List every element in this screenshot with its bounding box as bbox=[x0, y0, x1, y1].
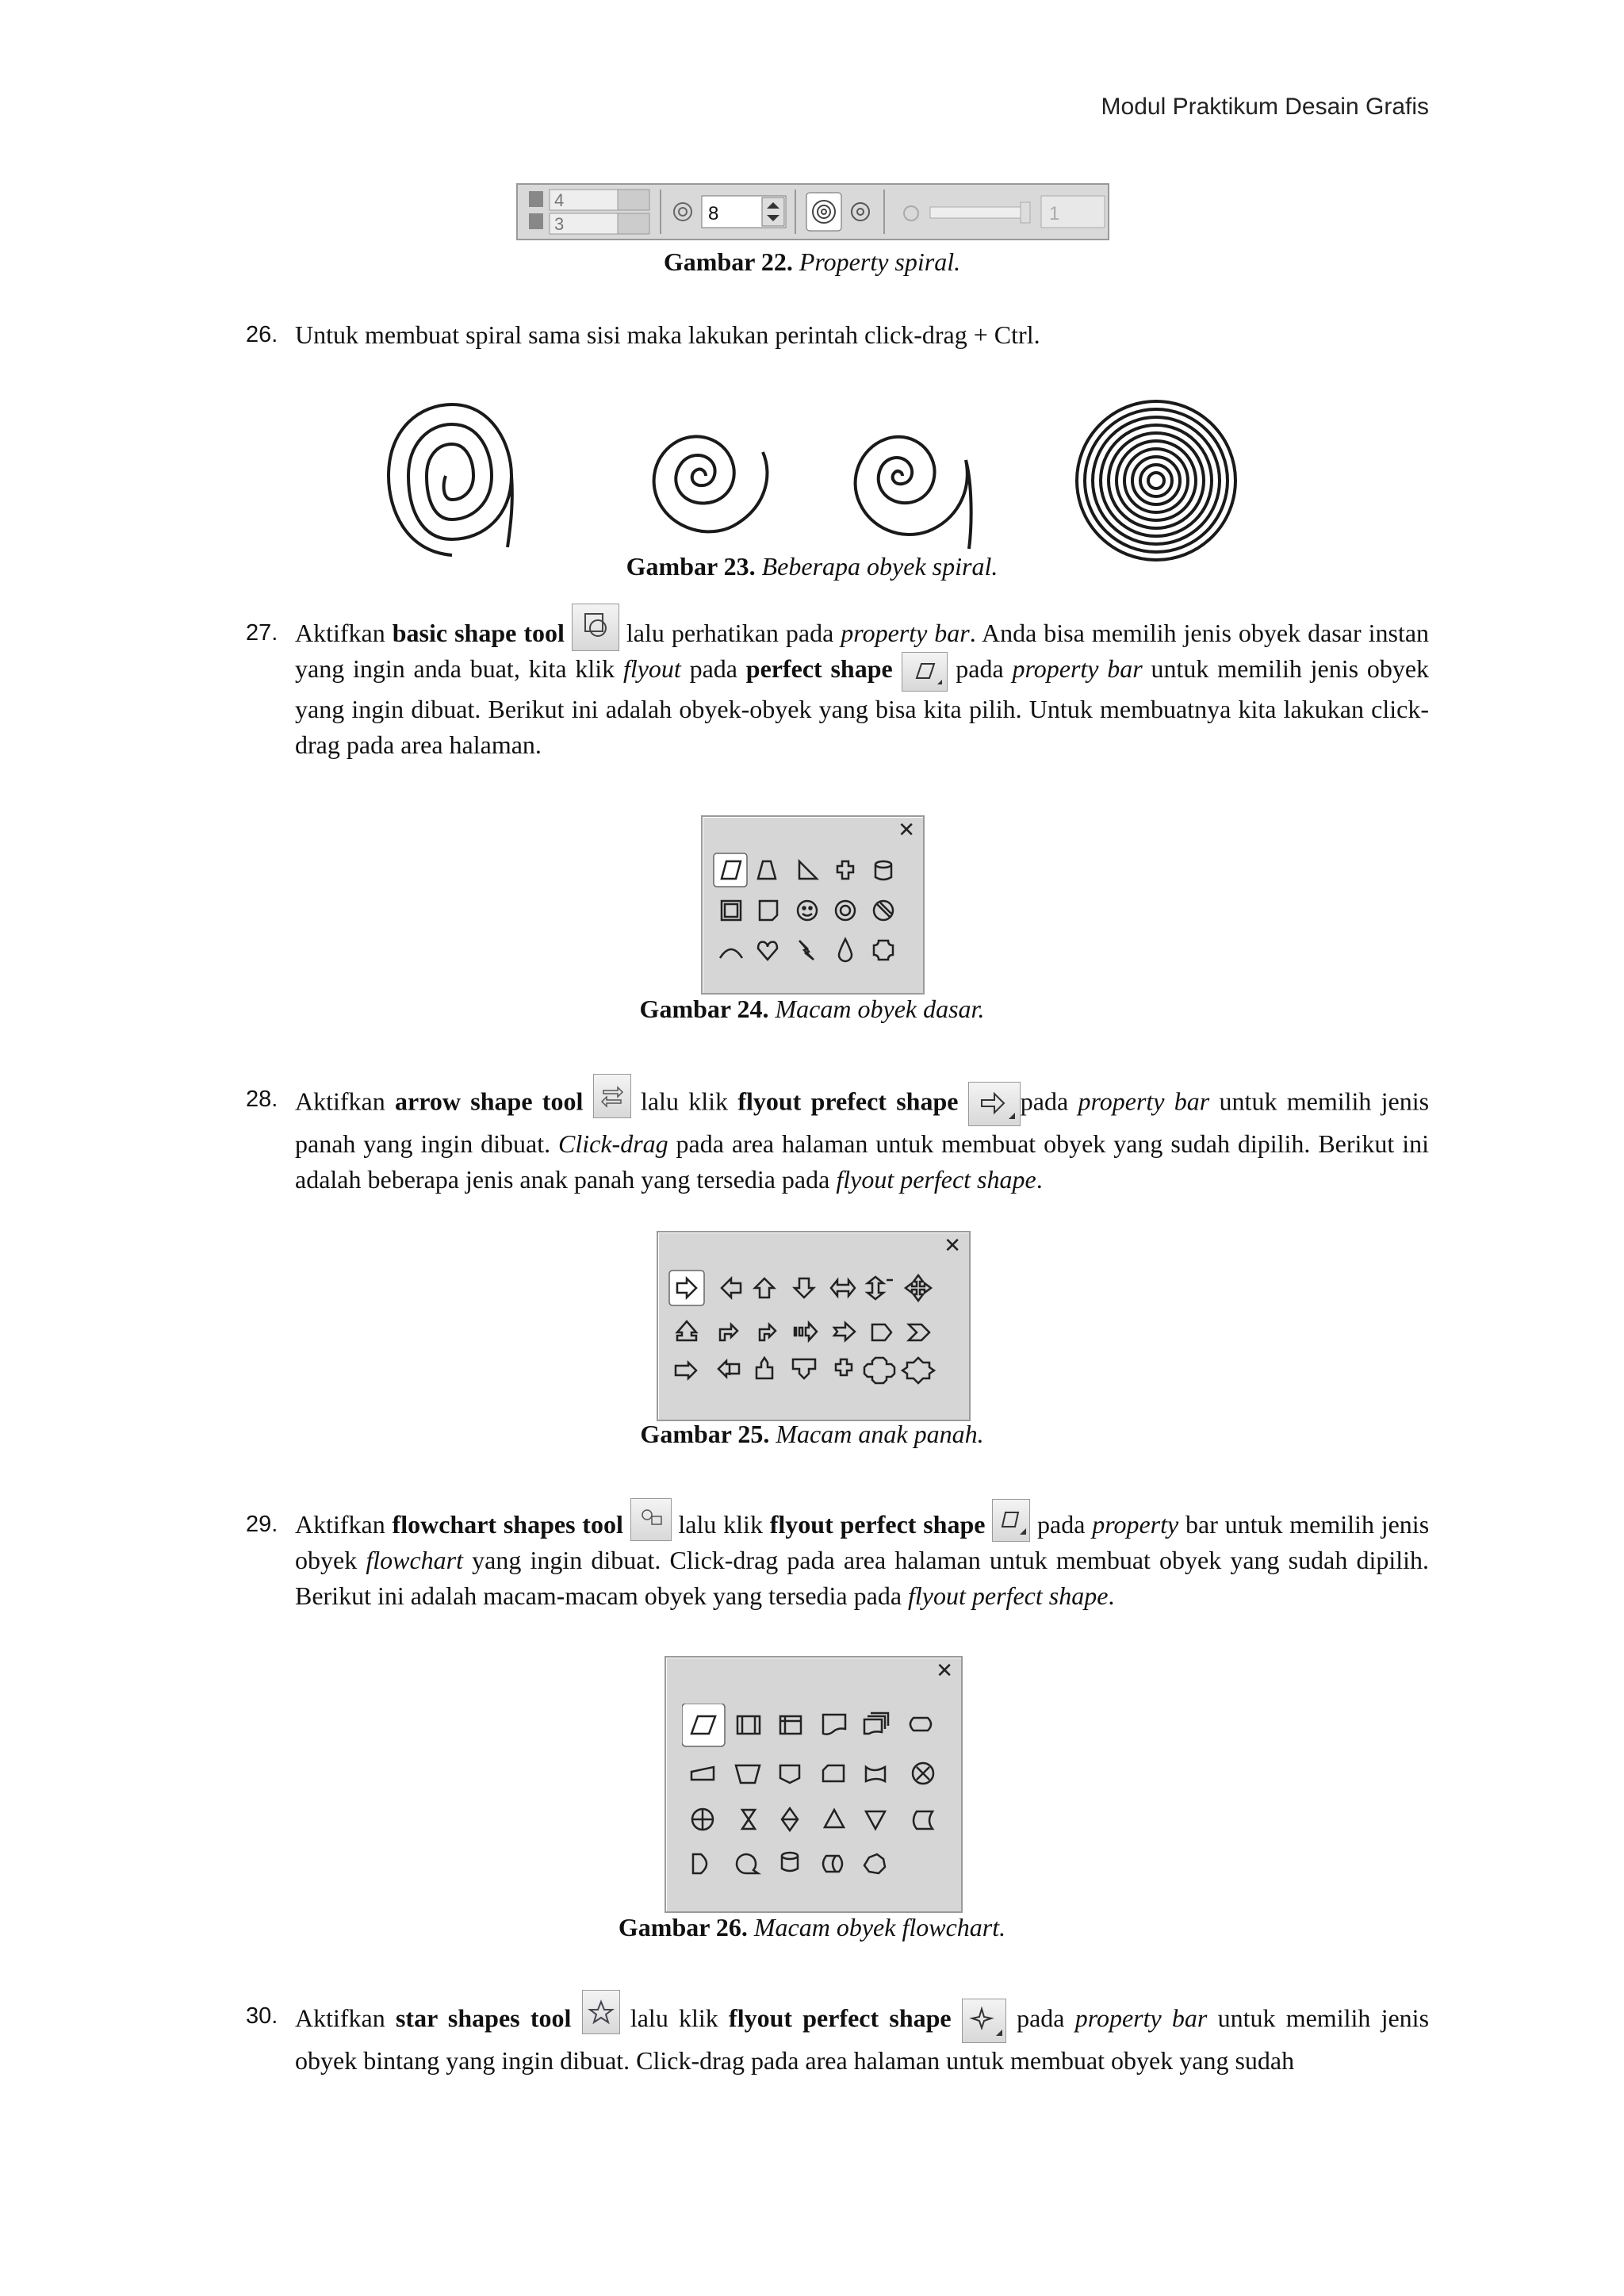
arrow-flyout-icon bbox=[968, 1082, 1021, 1126]
fc-manual-input-shape bbox=[691, 1767, 714, 1780]
cylinder-shape bbox=[875, 861, 891, 880]
fc-or-shape bbox=[692, 1809, 713, 1830]
spiral-2 bbox=[654, 436, 768, 531]
fc-summing-junction-shape bbox=[913, 1763, 933, 1784]
drop-shape bbox=[839, 939, 852, 961]
close-icon[interactable]: ✕ bbox=[898, 818, 915, 842]
smiley-shape bbox=[798, 901, 817, 920]
right-triangle-shape bbox=[799, 861, 817, 879]
fc-merge-shape bbox=[866, 1811, 885, 1829]
caption-gambar-26: Gambar 26. Macam obyek flowchart. bbox=[618, 1913, 1006, 1941]
fc-terminator-shape bbox=[910, 1718, 931, 1731]
donut-shape bbox=[836, 901, 855, 920]
spiral-property-bar-graphic bbox=[518, 185, 1108, 239]
flowchart-flyout-icon bbox=[992, 1499, 1030, 1542]
pentagon-arrow-shape bbox=[872, 1324, 891, 1340]
left-right-arrow-shape bbox=[831, 1280, 855, 1296]
up-callout-arrow-shape bbox=[756, 1358, 772, 1378]
list-item-27: 27. Aktifkan basic shape tool lalu perhatikan pada property bar. Anda bisa memilih jenis obyek dasar instan yang ingin anda buat, kita klik flyout pada perfect shape pada property bar untuk memilih jenis obyek yang ingin dibuat. Berikut ini adalah obyek-obyek yang bisa kita pilih. Untuk membuatnya kita lakukan click-drag pada area halaman. bbox=[246, 615, 1429, 763]
fc-punched-tape-shape bbox=[866, 1767, 885, 1781]
fc-magnetic-disk-shape bbox=[782, 1853, 798, 1871]
arc-shape bbox=[720, 949, 742, 958]
basic-shape-tool-icon bbox=[572, 604, 619, 651]
fc-sequential-access-shape bbox=[737, 1854, 758, 1873]
flowchart-shapes-flyout bbox=[665, 1656, 963, 1913]
caption-gambar-23: Gambar 23. Beberapa obyek spiral. bbox=[626, 552, 998, 581]
arrow-shape-tool-icon bbox=[593, 1074, 631, 1118]
fc-internal-storage-shape bbox=[780, 1716, 801, 1734]
arrow-shapes-flyout bbox=[657, 1231, 971, 1421]
u-turn-arrow-shape bbox=[760, 1324, 776, 1340]
circular-arrow-shape bbox=[902, 1358, 934, 1383]
fc-display-shape bbox=[864, 1854, 885, 1873]
spiral-property-bar bbox=[516, 183, 1109, 240]
fc-extract-shape bbox=[825, 1810, 844, 1827]
caption-gambar-24: Gambar 24. Macam obyek dasar. bbox=[639, 995, 985, 1023]
chevron-shape bbox=[909, 1324, 929, 1340]
fc-document-shape bbox=[823, 1715, 845, 1734]
list-item-29: 29. Aktifkan flowchart shapes tool lalu klik flyout perfect shape pada property bar untuk memilih jenis obyek flowchart yang ingin dibuat. Click-drag pada area halaman untuk membuat obyek yang sudah dipilih. Berikut ini adalah macam-macam obyek yang tersedia pada flyout perfect shape. bbox=[246, 1507, 1429, 1614]
right-callout-arrow-shape bbox=[676, 1363, 696, 1378]
star-flyout-icon bbox=[962, 1999, 1006, 2043]
left-right-up-arrow-shape bbox=[677, 1321, 696, 1340]
fc-multidocument-shape bbox=[864, 1713, 888, 1734]
folded-corner-shape bbox=[760, 901, 777, 920]
running-header: Modul Praktikum Desain Grafis bbox=[1101, 94, 1429, 120]
spiral-4 bbox=[1077, 401, 1235, 560]
perfect-shape-flyout-icon bbox=[902, 652, 948, 692]
basic-shapes-grid bbox=[712, 852, 918, 985]
no-symbol-shape bbox=[874, 901, 893, 920]
lightning-shape bbox=[799, 941, 814, 960]
heart-shape bbox=[758, 942, 777, 960]
frame-shape bbox=[722, 901, 741, 920]
revolutions-input[interactable]: 8 bbox=[708, 203, 719, 224]
striped-right-arrow-shape bbox=[795, 1323, 817, 1340]
fc-card-shape bbox=[823, 1765, 844, 1781]
expansion-input: 1 bbox=[1049, 203, 1060, 224]
fc-sort-shape bbox=[782, 1808, 798, 1830]
arrow-shapes-grid bbox=[668, 1269, 966, 1413]
left-right-callout-shape bbox=[836, 1359, 852, 1375]
left-callout-arrow-shape bbox=[718, 1361, 739, 1377]
close-icon[interactable]: ✕ bbox=[936, 1659, 953, 1683]
basic-shapes-flyout bbox=[701, 815, 925, 995]
left-arrow-shape bbox=[722, 1278, 741, 1297]
close-icon[interactable]: ✕ bbox=[944, 1234, 961, 1258]
notched-arrow-shape bbox=[834, 1323, 855, 1340]
fc-collate-shape bbox=[742, 1810, 755, 1829]
fc-manual-operation-shape bbox=[736, 1765, 760, 1783]
plaque-shape bbox=[874, 941, 893, 960]
star-shapes-tool-icon bbox=[582, 1990, 620, 2034]
down-arrow-shape bbox=[795, 1278, 814, 1297]
list-item-28: 28. Aktifkan arrow shape tool lalu klik flyout prefect shape pada property bar untuk memilih jenis panah yang ingin dibuat. Click-drag pada area halaman untuk membuat obyek yang sudah dipilih. Berikut ini adalah beberapa jenis anak panah yang tersedia pada flyout perfect shape. bbox=[246, 1082, 1429, 1198]
fc-direct-access-shape bbox=[823, 1856, 842, 1872]
down-callout-arrow-shape bbox=[793, 1359, 815, 1378]
bent-arrow-shape bbox=[720, 1324, 737, 1340]
trapezoid-shape bbox=[758, 861, 776, 879]
up-arrow-shape bbox=[755, 1278, 774, 1297]
spiral-objects-figure bbox=[373, 397, 1261, 563]
fc-predefined-process-shape bbox=[737, 1716, 760, 1734]
flowchart-shapes-grid bbox=[682, 1704, 952, 1905]
fc-offpage-shape bbox=[780, 1765, 799, 1783]
spiral-1 bbox=[389, 404, 512, 555]
caption-gambar-25: Gambar 25. Macam anak panah. bbox=[640, 1420, 984, 1448]
cross-shape bbox=[837, 861, 853, 879]
list-item-30: 30. Aktifkan star shapes tool lalu klik flyout perfect shape pada property bar untuk memilih jenis obyek bintang yang ingin dibuat. Click-drag pada area halaman untuk membuat obyek yang sudah bbox=[246, 1999, 1429, 2079]
flowchart-shapes-tool-icon bbox=[630, 1498, 672, 1541]
list-item-26: 26. Untuk membuat spiral sama sisi maka lakukan perintah click-drag + Ctrl. bbox=[246, 320, 1040, 349]
fc-delay-shape bbox=[693, 1854, 707, 1873]
fc-stored-data-shape bbox=[914, 1811, 933, 1829]
up-down-arrow-shape bbox=[868, 1277, 893, 1299]
quad-arrow-shape bbox=[906, 1275, 931, 1301]
caption-gambar-22: Gambar 22. Property spiral. bbox=[663, 247, 961, 276]
segments-field: 4 bbox=[554, 190, 565, 210]
quad-callout-shape bbox=[864, 1358, 894, 1383]
expansion-field: 3 bbox=[554, 214, 565, 234]
spiral-3 bbox=[856, 437, 971, 549]
